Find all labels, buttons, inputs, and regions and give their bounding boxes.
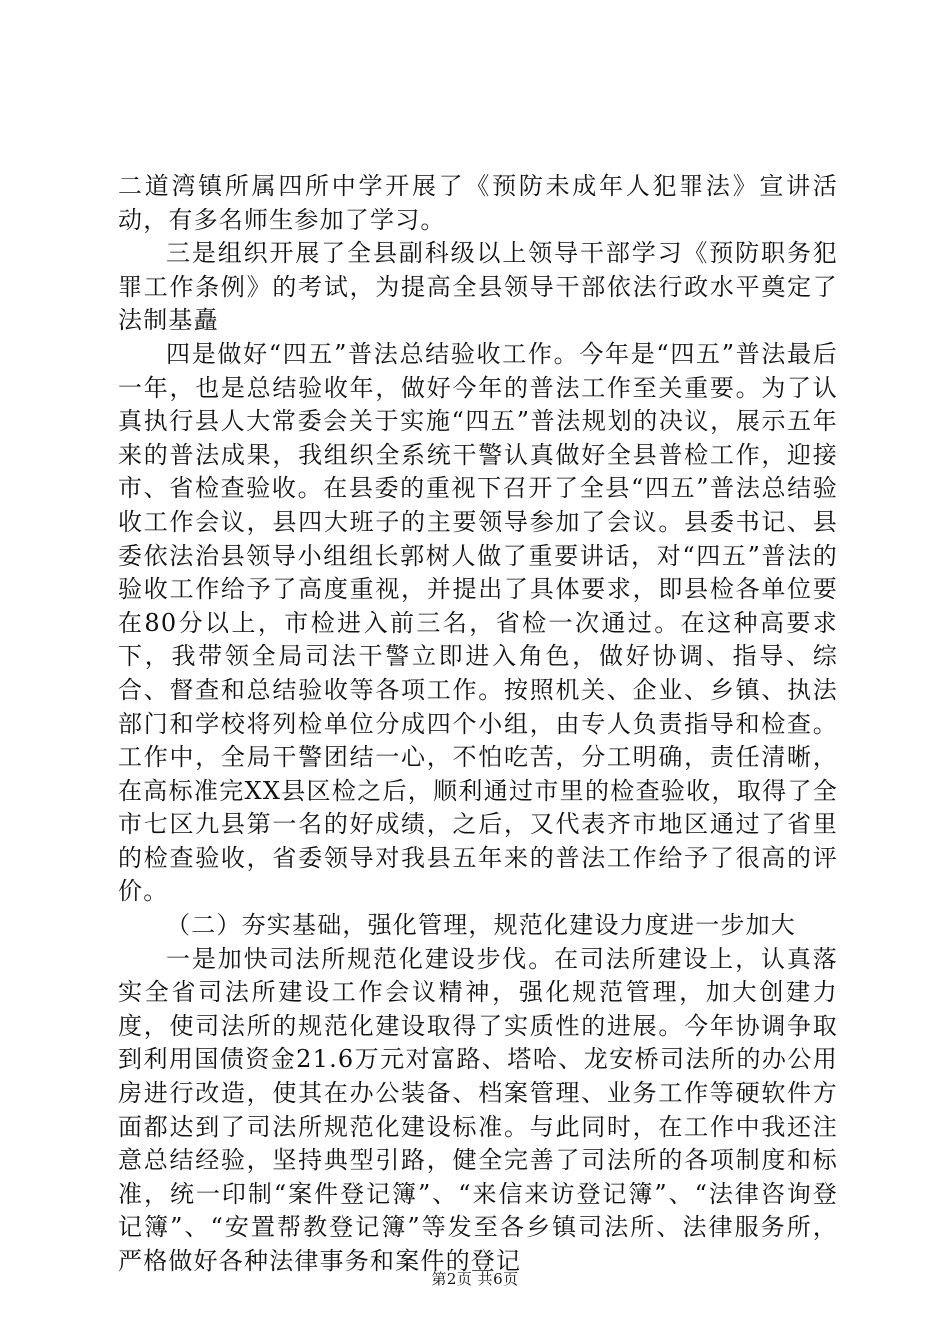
page-number: 第2页 共6页 bbox=[431, 1270, 519, 1288]
paragraph-item-four: 四是做好“四五”普法总结验收工作。今年是“四五”普法最后一年，也是总结验收年，做好今年的普法工作至关重要。为了认真执行县人大常委会关于实施“四五”普法规划的决议，展示五年来的普法成果，我组织全系统干警认真做好全县普检工作，迎接市、省检查验收。在县委的重视下召开了全县“四五”普法总结验收工作会议，县四大班子的主要领导参加了会议。县委书记、县委依法治县领导小组组长郭树人做了重要讲话，对“四五”普法的验收工作给予了高度重视，并提出了具体要求，即县检各单位要在80分以上，市检进入前三名，省检一次通过。在这种高要求下，我带领全局司法干警立即进入角色，做好协调、指导、综合、督查和总结验收等各项工作。按照机关、企业、乡镇、执法部门和学校将列检单位分成四个小组，由专人负责指导和检查。工作中，全局干警团结一心，不怕吃苦，分工明确，责任清晰，在高标准完XX县区检之后，顺利通过市里的检查验收，取得了全市七区九县第一名的好成绩，之后，又代表齐市地区通过了省里的检查验收，省委领导对我县五年来的普法工作给予了很高的评价。 bbox=[118, 339, 838, 906]
paragraph-continuation: 二道湾镇所属四所中学开展了《预防未成年人犯罪法》宣讲活动，有多名师生参加了学习。 bbox=[118, 172, 838, 234]
document-body bbox=[118, 170, 838, 1279]
paragraph-item-one: 一是加快司法所规范化建设步伐。在司法所建设上，认真落实全省司法所建设工作会议精神，强化规范管理，加大创建力度，使司法所的规范化建设取得了实质性的进展。今年协调争取到利用国债资金21.6万元对富路、塔哈、龙安桥司法所的办公用房进行改造，使其在办公装备、档案管理、业务工作等硬软件方面都达到了司法所规范化建设标准。与此同时，在工作中我还注意总结经验，坚持典型引路，健全完善了司法所的各项制度和标准，统一印制“案件登记簿”、“来信来访登记簿”、“法律咨询登记簿”、“安置帮教登记簿”等发至各乡镇司法所、法律服务所，严格做好各种法律事务和案件的登记 bbox=[118, 944, 838, 1275]
paragraph-item-three: 三是组织开展了全县副科级以上领导干部学习《预防职务犯罪工作条例》的考试，为提高全县领导干部依法行政水平奠定了法制基矗 bbox=[118, 239, 838, 335]
section-heading: （二）夯实基础，强化管理，规范化建设力度进一步加大 bbox=[166, 911, 796, 940]
